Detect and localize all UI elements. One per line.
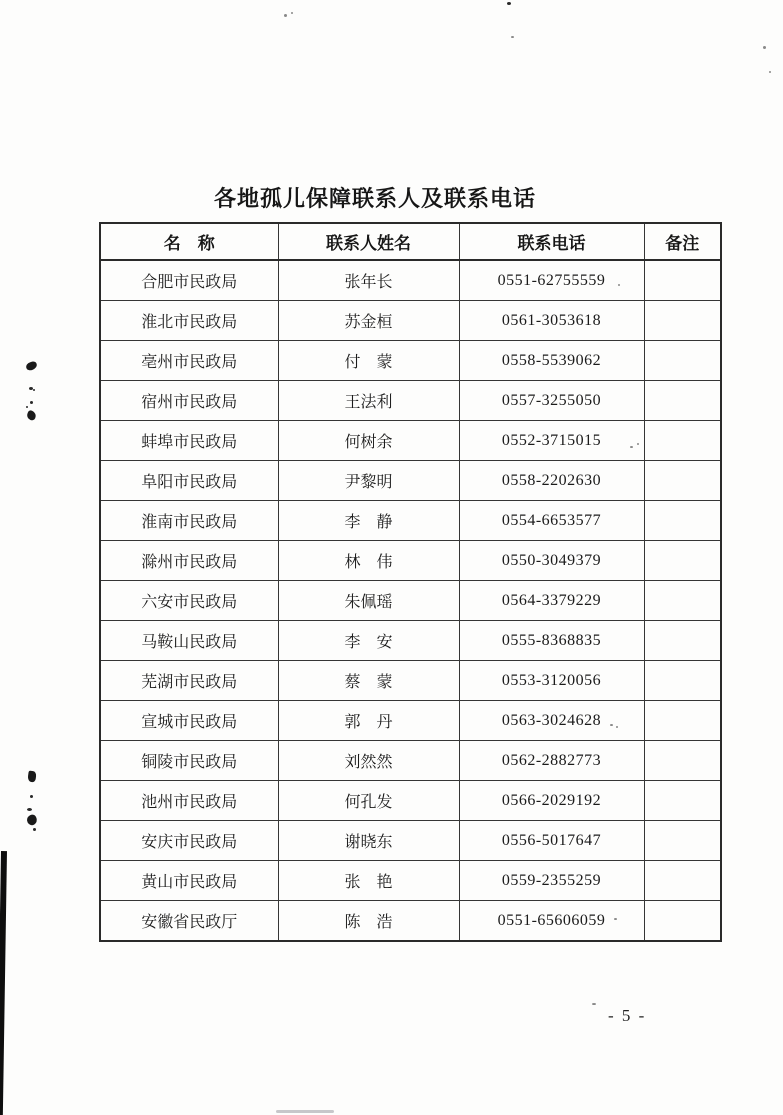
- cell-phone: 0553-3120056: [459, 661, 644, 701]
- cell-contact-name: 蔡 蒙: [278, 661, 459, 701]
- cell-phone: 0550-3049379: [459, 541, 644, 581]
- ink-speck: [27, 808, 32, 811]
- cell-note: [644, 341, 721, 381]
- cell-contact-name: 何树余: [278, 421, 459, 461]
- ink-speck: [33, 828, 36, 831]
- table-row: [100, 741, 721, 781]
- cell-contact-name: 李 安: [278, 621, 459, 661]
- cell-org-name: 宣城市民政局: [100, 701, 278, 741]
- cell-phone: 0556-5017647: [459, 821, 644, 861]
- cell-note: [644, 421, 721, 461]
- cell-org-name: 铜陵市民政局: [100, 741, 278, 781]
- ink-speck: [291, 12, 293, 14]
- cell-note: [644, 661, 721, 701]
- cell-phone: 0555-8368835: [459, 621, 644, 661]
- cell-note: [644, 901, 721, 942]
- page-title: 各地孤儿保障联系人及联系电话: [213, 186, 536, 211]
- table-row: [100, 821, 721, 861]
- cell-phone: 0562-2882773: [459, 741, 644, 781]
- cell-phone: 0558-5539062: [459, 341, 644, 381]
- cell-contact-name: 林 伟: [278, 541, 459, 581]
- table-row: [100, 301, 721, 341]
- cell-org-name: 阜阳市民政局: [100, 461, 278, 501]
- ink-smudge: [27, 770, 36, 782]
- cell-note: [644, 541, 721, 581]
- cell-org-name: 宿州市民政局: [100, 381, 278, 421]
- cell-contact-name: 王法利: [278, 381, 459, 421]
- cell-note: [644, 301, 721, 341]
- cell-org-name: 黄山市民政局: [100, 861, 278, 901]
- ink-speck: [33, 389, 35, 391]
- table-row: [100, 661, 721, 701]
- cell-org-name: 亳州市民政局: [100, 341, 278, 381]
- ink-smudge: [25, 813, 39, 827]
- cell-contact-name: 张 艳: [278, 861, 459, 901]
- cell-contact-name: 李 静: [278, 501, 459, 541]
- cell-phone: 0551-65606059: [459, 901, 644, 942]
- cell-phone: 0559-2355259: [459, 861, 644, 901]
- scanner-edge-bar: [0, 851, 7, 1115]
- cell-org-name: 池州市民政局: [100, 781, 278, 821]
- cell-org-name: 蚌埠市民政局: [100, 421, 278, 461]
- cell-contact-name: 陈 浩: [278, 901, 459, 942]
- ink-speck: [763, 46, 766, 49]
- ink-speck: [592, 1003, 596, 1005]
- cell-phone: 0558-2202630: [459, 461, 644, 501]
- cell-org-name: 合肥市民政局: [100, 260, 278, 301]
- table-row: [100, 701, 721, 741]
- cell-contact-name: 郭 丹: [278, 701, 459, 741]
- cell-org-name: 滁州市民政局: [100, 541, 278, 581]
- ink-speck: [511, 36, 514, 38]
- table-row: [100, 381, 721, 421]
- cell-note: [644, 260, 721, 301]
- cell-contact-name: 何孔发: [278, 781, 459, 821]
- table-row: [100, 541, 721, 581]
- table-row: [100, 260, 721, 301]
- table-row: [100, 581, 721, 621]
- ink-speck: [30, 401, 33, 404]
- col-header-phone: 联系电话: [459, 223, 644, 260]
- cell-note: [644, 461, 721, 501]
- ink-speck: [29, 387, 33, 390]
- cell-org-name: 淮北市民政局: [100, 301, 278, 341]
- ink-speck: [30, 795, 33, 798]
- cell-phone: 0566-2029192: [459, 781, 644, 821]
- cell-phone: 0563-3024628: [459, 701, 644, 741]
- cell-note: [644, 741, 721, 781]
- ink-smudge: [25, 360, 38, 371]
- ink-speck: [284, 14, 287, 17]
- cell-phone: 0564-3379229: [459, 581, 644, 621]
- cell-note: [644, 581, 721, 621]
- table-row: [100, 621, 721, 661]
- ink-speck: [769, 71, 771, 73]
- cell-phone: 0557-3255050: [459, 381, 644, 421]
- table-row: [100, 461, 721, 501]
- cell-phone: 0561-3053618: [459, 301, 644, 341]
- cell-phone: 0554-6653577: [459, 501, 644, 541]
- cell-contact-name: 付 蒙: [278, 341, 459, 381]
- cell-phone: 0551-62755559: [459, 260, 644, 301]
- cell-note: [644, 621, 721, 661]
- page-number: - 5 -: [608, 1006, 647, 1025]
- table-row: [100, 781, 721, 821]
- cell-org-name: 安徽省民政厅: [100, 901, 278, 942]
- cell-note: [644, 701, 721, 741]
- col-header-contact: 联系人姓名: [278, 223, 459, 260]
- cell-contact-name: 谢晓东: [278, 821, 459, 861]
- cell-note: [644, 381, 721, 421]
- cell-org-name: 淮南市民政局: [100, 501, 278, 541]
- cell-contact-name: 刘然然: [278, 741, 459, 781]
- cell-org-name: 安庆市民政局: [100, 821, 278, 861]
- cell-phone: 0552-3715015: [459, 421, 644, 461]
- table-row: [100, 901, 721, 942]
- cell-contact-name: 张年长: [278, 260, 459, 301]
- col-header-note: 备注: [644, 223, 721, 260]
- cell-contact-name: 尹黎明: [278, 461, 459, 501]
- cell-contact-name: 朱佩瑶: [278, 581, 459, 621]
- ink-speck: [507, 2, 511, 5]
- cell-org-name: 马鞍山民政局: [100, 621, 278, 661]
- cell-contact-name: 苏金桓: [278, 301, 459, 341]
- table-row: [100, 861, 721, 901]
- table-header-row: [100, 223, 721, 260]
- table-row: [100, 421, 721, 461]
- scan-smudge: [276, 1110, 334, 1113]
- cell-note: [644, 781, 721, 821]
- table-row: [100, 501, 721, 541]
- cell-note: [644, 501, 721, 541]
- ink-smudge: [26, 410, 38, 422]
- table-row: [100, 341, 721, 381]
- cell-org-name: 六安市民政局: [100, 581, 278, 621]
- col-header-name: 名 称: [100, 223, 278, 260]
- cell-note: [644, 821, 721, 861]
- cell-org-name: 芜湖市民政局: [100, 661, 278, 701]
- ink-speck: [26, 406, 28, 408]
- cell-note: [644, 861, 721, 901]
- contacts-table: [99, 222, 722, 942]
